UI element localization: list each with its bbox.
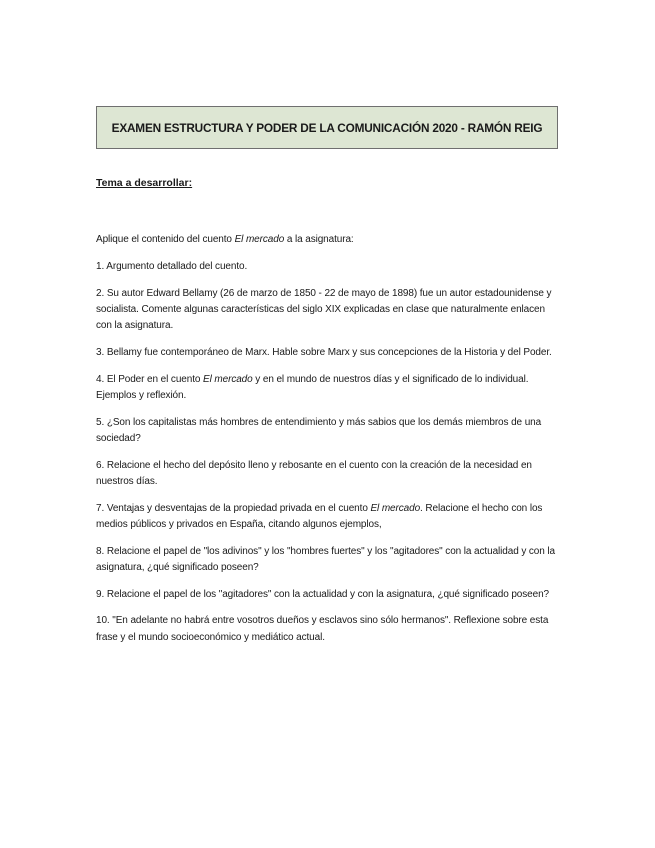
- question-10: 10. "En adelante no habrá entre vosotros dueños y esclavos sino sólo hermanos". Reflexione sobre esta frase y el mundo socioeconómico y mediático actual.: [96, 615, 549, 643]
- exam-content: [96, 232, 562, 656]
- question-2: 2. Su autor Edward Bellamy (26 de marzo de 1850 - 22 de mayo de 1898) fue un autor estadounidense y socialista. Comente algunas características del siglo XIX explicadas en clase que naturalmente enlacen con la asignatura.: [96, 287, 552, 331]
- exam-title: EXAMEN ESTRUCTURA Y PODER DE LA COMUNICACIÓN 2020 - RAMÓN REIG: [111, 120, 543, 135]
- intro-story-title: El mercado: [234, 234, 285, 245]
- question-4-text-before: 4. El Poder en el cuento: [96, 373, 204, 385]
- question-8: 8. Relacione el papel de "los adivinos" y los "hombres fuertes" y los "agitadores" con la actualidad y con la asignatura, ¿qué significado poseen?: [96, 545, 555, 573]
- question-7-text-before: 7. Ventajas y desventajas de la propiedad privada en el cuento: [96, 502, 371, 514]
- question-7: [96, 501, 562, 533]
- question-9: 9. Relacione el papel de los "agitadores" con la actualidad y con la asignatura, ¿qué significado poseen?: [96, 588, 550, 600]
- question-1: 1. Argumento detallado del cuento.: [96, 260, 248, 272]
- question-4-text-after: y en el mundo de nuestros días y el significado de lo individual. Ejemplos y reflexión.: [96, 373, 529, 401]
- question-4: [96, 372, 562, 404]
- question-7-story-title: El mercado: [370, 502, 421, 514]
- question-6: 6. Relacione el hecho del depósito lleno y rebosante en el cuento con la creación de la necesidad en nuestros días.: [96, 459, 532, 487]
- exam-title-box: [96, 106, 558, 149]
- question-7-text-after: . Relacione el hecho con los medios públicos y privados en España, citando algunos ejemplos,: [96, 502, 543, 530]
- intro-paragraph: [96, 232, 562, 248]
- question-4-story-title: El mercado: [203, 373, 253, 385]
- question-3: 3. Bellamy fue contemporáneo de Marx. Hable sobre Marx y sus concepciones de la Historia y del Poder.: [96, 346, 552, 358]
- intro-text-after: a la asignatura:: [284, 234, 354, 245]
- question-5: 5. ¿Son los capitalistas más hombres de entendimiento y más sabios que los demás miembros de una sociedad?: [96, 416, 542, 444]
- section-heading: Tema a desarrollar:: [96, 177, 193, 189]
- intro-text-before: Aplique el contenido del cuento: [96, 234, 235, 245]
